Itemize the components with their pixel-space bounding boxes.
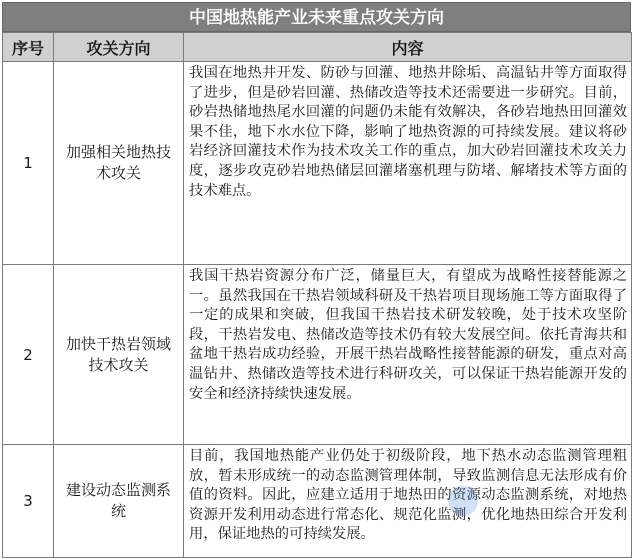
watermark-logo-icon <box>448 486 478 516</box>
table-row <box>3 445 632 558</box>
row-content: 我国在地热井开发、防砂与回灌、地热井除垢、高温钻井等方面取得了进步，但是砂岩回灌、热储改造等技术还需要进一步研究。目前，砂岩热储地热尾水回灌的问题仍未能有效解决，各砂岩地热田回灌效果不佳，地下水水位下降，影响了地热资源的可持续发展。建议将砂岩经济回灌技术作为技术攻关工作的重点，加大砂岩回灌技术攻关力度，逐步攻克砂岩地热储层回灌堵塞机理与防堵、解堵技术等方面的技术难点。 <box>184 62 632 265</box>
row-direction: 加强相关地热技术攻关 <box>54 62 184 265</box>
table-title: 中国地热能产业未来重点攻关方向 <box>2 2 631 32</box>
table-row <box>3 265 632 445</box>
row-direction: 加快干热岩领域技术攻关 <box>54 265 184 445</box>
data-table <box>2 32 632 558</box>
row-direction: 建设动态监测系统 <box>54 445 184 558</box>
row-seq: 2 <box>3 265 54 445</box>
header-direction: 攻关方向 <box>54 33 184 62</box>
row-content: 我国干热岩资源分布广泛，储量巨大，有望成为战略性接替能源之一。虽然我国在干热岩领域科研及干热岩项目现场施工等方面取得了一定的成果和突破，但我国干热岩技术研发较晚，处于技术攻坚阶段，干热岩发电、热储改造等技术仍有较大发展空间。依托青海共和盆地干热岩成功经验，开展干热岩战略性接替能源的研发，重点对高温钻井、热储改造等技术进行科研攻关，可以保证干热岩能源开发的安全和经济持续快速发展。 <box>184 265 632 445</box>
header-content: 内容 <box>184 33 632 62</box>
header-row <box>3 33 632 62</box>
row-seq: 3 <box>3 445 54 558</box>
header-seq: 序号 <box>3 33 54 62</box>
row-seq: 1 <box>3 62 54 265</box>
table-row <box>3 62 632 265</box>
row-content: 目前，我国地热能产业仍处于初级阶段，地下热水动态监测管理粗放，暂未形成统一的动态监测管理体制，导致监测信息无法形成有价值的资料。因此，应建立适用于地热田的资源动态监测系统，对地热资源开发利用动态进行常态化、规范化监测，优化地热田综合开发利用，保证地热的可持续发展。 <box>184 445 632 558</box>
